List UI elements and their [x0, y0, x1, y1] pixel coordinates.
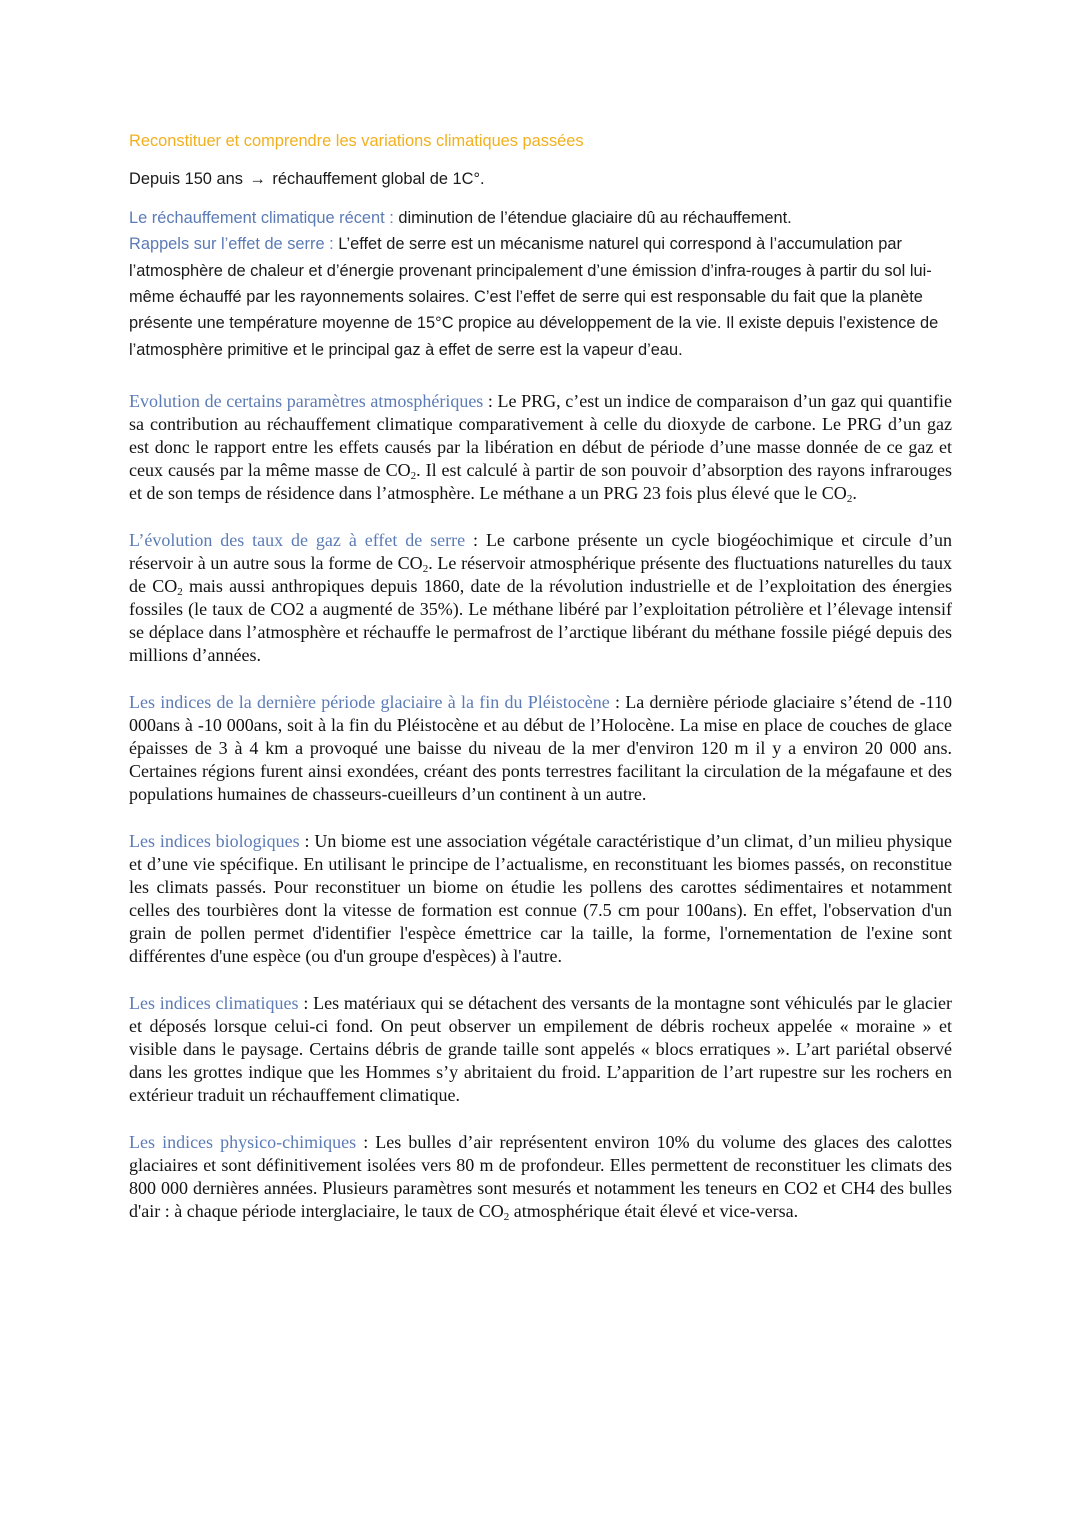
paragraph-text: . Le réservoir atmosphérique présente des fluctuations naturelles du taux de CO	[129, 553, 953, 597]
paragraph-text: mais aussi anthropiques depuis 1860, date de la révolution industrielle et de l’exploitation des énergies fossiles (le taux de CO2 a augmenté de 35%). Le méthane libéré par l’exploitation pétrolière et l’élevage intensif se déplace dans l’atmosphère et réchauffe le permafrost de l’arctique libérant du méthane fossile piégé depuis des millions d’années.	[129, 576, 952, 666]
subscript: 2	[177, 586, 183, 599]
document-content	[129, 128, 952, 1223]
paragraph-indices-physico-chimiques	[129, 1131, 952, 1223]
paragraph-indices-biologiques	[129, 830, 952, 968]
arrow-right-icon: →	[249, 170, 266, 189]
subscript: 2	[503, 1211, 510, 1224]
section-label-indices-physico: Les indices physico-chimiques	[129, 1132, 357, 1153]
section-label-indices-biologiques: Les indices biologiques	[129, 831, 300, 852]
intro-line	[129, 166, 952, 192]
paragraph-text: diminution de l’étendue glaciaire dû au réchauffement.	[393, 208, 792, 227]
subscript: 2	[846, 493, 853, 506]
section-label-indices-climatiques: Les indices climatiques	[129, 993, 299, 1014]
paragraph-text: : Le PRG, c’est un indice de comparaison d’un gaz qui quantifie sa contribution au réchauffement climatique comparativement à celle du dioxyde de carbone. Le PRG d’un gaz est donc le rapport entre les effets causés par la libération en début de période d’une masse donnée de ce gaz et ceux causés par la même masse de CO	[129, 391, 952, 481]
paragraph-taux-gaz	[129, 529, 952, 667]
subscript: 2	[422, 563, 429, 576]
paragraph-text: : Le carbone présente un cycle biogéochimique et circule d’un réservoir à un autre sous la forme de CO	[129, 530, 952, 574]
section-label-effet-de-serre: Rappels sur l’effet de serre :	[129, 235, 334, 254]
paragraph-periode-glaciaire	[129, 691, 952, 806]
paragraph-text: . Il est calculé à partir de son pouvoir d’absorption des rayons infrarouges et de son temps de résidence dans l’atmosphère. Le méthane a un PRG 23 fois plus élevé que le CO	[129, 460, 952, 504]
section-label-parametres: Evolution de certains paramètres atmosphériques	[129, 391, 484, 412]
paragraph-text: : Les matériaux qui se détachent des versants de la montagne sont véhiculés par le glacier et déposés lorsque celui-ci fond. On peut observer un empilement de débris rocheux appelée « moraine » et visible dans le paysage. Certains débris de grande taille sont appelés « blocs erratiques ». L’art pariétal observé dans les grottes indique que les Hommes s’y abritaient du froid. L’apparition de l’art rupestre sur les rochers en extérieur traduit un réchauffement climatique.	[129, 993, 953, 1106]
paragraph-rechauffement	[129, 205, 952, 231]
paragraph-text: atmosphérique était élevé et vice-versa.	[509, 1201, 799, 1222]
intro-after-arrow: réchauffement global de 1C°.	[272, 170, 485, 189]
paragraph-text: : Les bulles d’air représentent environ 10% du volume des glaces des calottes glaciaires et sont définitivement isolées vers 80 m de profondeur. Elles permettent de reconstituer les climats des 800 000 dernières années. Plusieurs paramètres sont mesurés et notamment les teneurs en CO2 et CH4 des bulles d'air : à chaque période interglaciaire, le taux de CO	[129, 1132, 953, 1222]
paragraph-text: L’effet de serre est un mécanisme naturel qui correspond à l’accumulation par l’atmosphère de chaleur et d’énergie provenant principalement d’une émission d’infra-rouges à partir du sol lui-même échauffé par les rayonnements solaires. C’est l’effet de serre qui est responsable du fait que la planète présente une température moyenne de 15°C propice au développement de la vie. Il existe depuis l’existence de l’atmosphère primitive et le principal gaz à effet de serre est la vapeur d’eau.	[129, 235, 939, 359]
section-label-rechauffement: Le réchauffement climatique récent :	[129, 208, 394, 227]
intro-before-arrow: Depuis 150 ans	[129, 170, 243, 189]
paragraph-effet-de-serre	[129, 231, 952, 363]
paragraph-parametres-atmospheriques	[129, 390, 952, 505]
paragraph-text: .	[852, 483, 857, 504]
paragraph-indices-climatiques	[129, 992, 952, 1107]
subscript: 2	[410, 470, 417, 483]
section-label-taux-gaz: L’évolution des taux de gaz à effet de serre	[129, 530, 466, 551]
paragraph-text: : La dernière période glaciaire s’étend de -110 000ans à -10 000ans, soit à la fin du Pléistocène et au début de l’Holocène. La mise en place de couches de glace épaisses de 3 à 4 km a provoqué une baisse du niveau de la mer d'environ 120 m il y a environ 20 000 ans. Certaines régions furent ainsi exondées, créant des ponts terrestres facilitant la circulation de la mégafaune et des populations humaines de chasseurs-cueilleurs d’un continent à un autre.	[129, 692, 952, 805]
paragraph-text: : Un biome est une association végétale caractéristique d’un climat, d’un milieu physique et d’une vie spécifique. En utilisant le principe de l’actualisme, en reconstituant les biomes passés, on reconstitue les climats passés. Pour reconstituer un biome on étudie les pollens des carottes sédimentaires et notamment celles des tourbières dont la vitesse de formation est connue (7.5 cm pour 100ans). En effet, l'observation d'un grain de pollen permet d'identifier l'espèce émettrice car la taille, la forme, l'ornementation de l'exine sont différentes d'une espèce (ou d'un groupe d'espèces) à l'autre.	[129, 831, 952, 967]
section-label-periode-glaciaire: Les indices de la dernière période glaciaire à la fin du Pléistocène	[129, 692, 610, 713]
document-title: Reconstituer et comprendre les variations climatiques passées	[129, 132, 584, 150]
